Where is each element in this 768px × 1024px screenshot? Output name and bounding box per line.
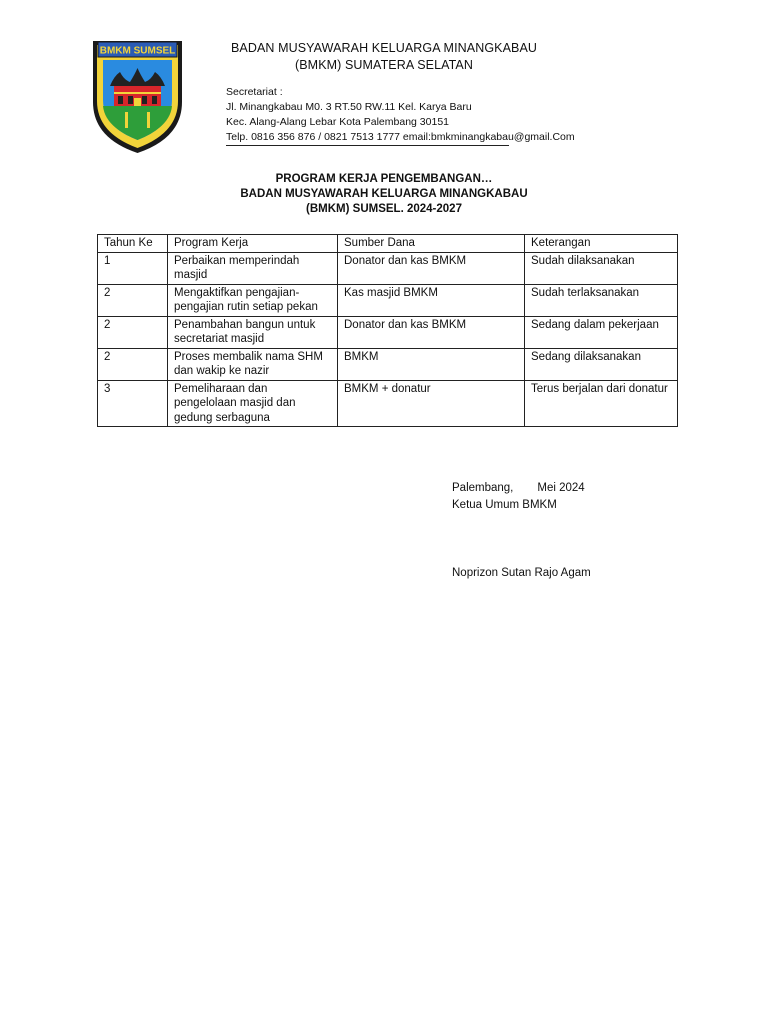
- column-header-year: Tahun Ke: [98, 235, 168, 253]
- contact-line: Telp. 0816 356 876 / 0821 7513 1777 email:bmkminangkabau@gmail.Com: [226, 131, 575, 143]
- secretariat-label: Secretariat :: [226, 86, 283, 98]
- cell-program: Perbaikan memperindah masjid: [168, 252, 338, 284]
- cell-program: Mengaktifkan pengajian-pengajian rutin setiap pekan: [168, 284, 338, 316]
- title-line2: BADAN MUSYAWARAH KELUARGA MINANGKABAU: [240, 188, 528, 200]
- cell-funding: Donator dan kas BMKM: [338, 252, 525, 284]
- secretariat-address: [226, 85, 575, 145]
- table-row: [98, 316, 678, 348]
- org-name-line2: (BMKM) SUMATERA SELATAN: [294, 58, 473, 72]
- cell-funding: BMKM + donatur: [338, 380, 525, 427]
- place-date: [452, 480, 591, 497]
- bmkm-logo: [90, 38, 185, 156]
- cell-year: 3: [98, 380, 168, 427]
- signature-block: [452, 480, 591, 582]
- signature-date: Mei 2024: [537, 482, 585, 494]
- cell-year: 2: [98, 316, 168, 348]
- logo-banner-text: BMKM SUMSEL: [99, 45, 176, 57]
- header-divider: [226, 145, 509, 146]
- signature-place: Palembang,: [452, 482, 514, 494]
- table-header-row: [98, 235, 678, 253]
- table-row: [98, 380, 678, 427]
- cell-notes: Sedang dilaksanakan: [525, 348, 678, 380]
- title-line3: (BMKM) SUMSEL. 2024-2027: [306, 203, 462, 215]
- table-row: [98, 284, 678, 316]
- cell-year: 1: [98, 252, 168, 284]
- table-row: [98, 252, 678, 284]
- table-row: [98, 348, 678, 380]
- cell-program: Pemeliharaan dan pengelolaan masjid dan gedung serbaguna: [168, 380, 338, 427]
- cell-notes: Sedang dalam pekerjaan: [525, 316, 678, 348]
- cell-notes: Sudah dilaksanakan: [525, 252, 678, 284]
- cell-funding: Kas masjid BMKM: [338, 284, 525, 316]
- signature-role: Ketua Umum BMKM: [452, 499, 557, 511]
- program-table: [97, 234, 678, 427]
- organization-name: [226, 40, 542, 74]
- cell-program: Penambahan bangun untuk secretariat masjid: [168, 316, 338, 348]
- address-line1: Jl. Minangkabau M0. 3 RT.50 RW.11 Kel. Karya Baru: [226, 101, 472, 113]
- cell-notes: Sudah terlaksanakan: [525, 284, 678, 316]
- cell-funding: Donator dan kas BMKM: [338, 316, 525, 348]
- title-line1: PROGRAM KERJA PENGEMBANGAN…: [275, 173, 493, 185]
- cell-year: 2: [98, 348, 168, 380]
- cell-program: Proses membalik nama SHM dan wakip ke nazir: [168, 348, 338, 380]
- signature-name: Noprizon Sutan Rajo Agam: [452, 567, 591, 579]
- cell-notes: Terus berjalan dari donatur: [525, 380, 678, 427]
- document-title: [180, 172, 588, 217]
- column-header-funding: Sumber Dana: [338, 235, 525, 253]
- column-header-program: Program Kerja: [168, 235, 338, 253]
- address-line2: Kec. Alang-Alang Lebar Kota Palembang 30151: [226, 116, 449, 128]
- org-name-line1: BADAN MUSYAWARAH KELUARGA MINANGKABAU: [230, 41, 538, 55]
- cell-funding: BMKM: [338, 348, 525, 380]
- cell-year: 2: [98, 284, 168, 316]
- column-header-notes: Keterangan: [525, 235, 678, 253]
